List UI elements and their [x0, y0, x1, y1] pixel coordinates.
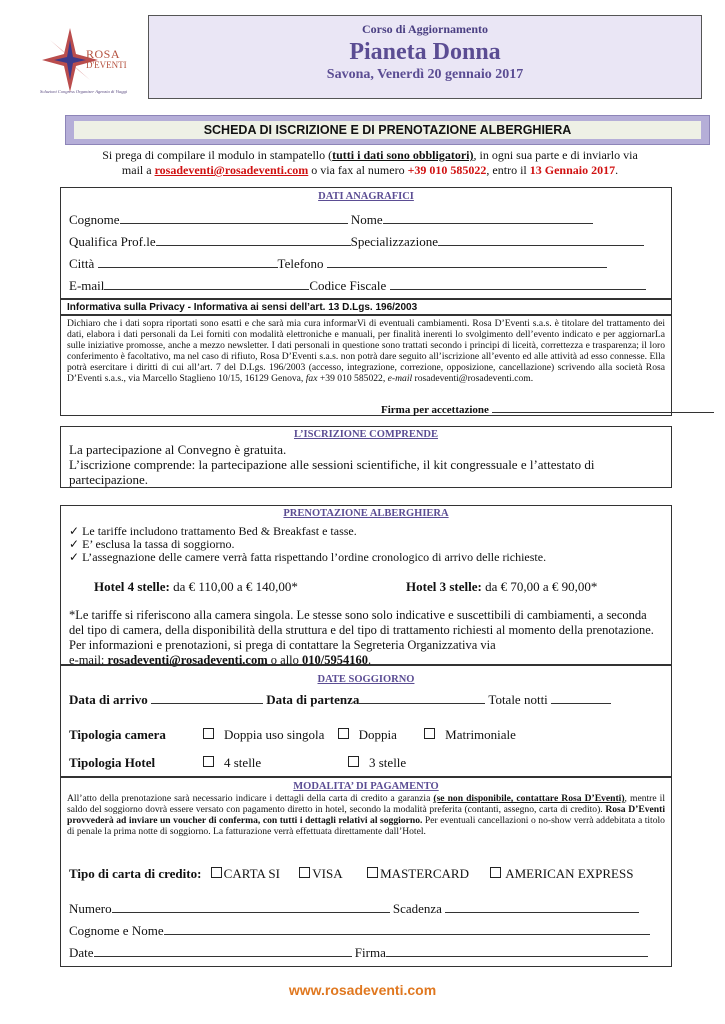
checkmark-icon: ✓: [69, 537, 83, 551]
card-cartasi-checkbox[interactable]: [211, 867, 222, 878]
privacy-text: [67, 318, 665, 384]
card-amex-checkbox[interactable]: [490, 867, 501, 878]
qualification-label: Qualifica Prof.le: [69, 234, 156, 249]
payment-title: MODALITA’ DI PAGAMENTO: [293, 781, 439, 792]
city-row: [69, 256, 663, 272]
room-double-single-checkbox[interactable]: [203, 728, 214, 739]
hotel-note-1-text: Le tariffe includono trattamento Bed & Breakfast e tasse.: [82, 524, 357, 538]
website-link[interactable]: www.rosadeventi.com: [288, 982, 437, 998]
date-field[interactable]: [94, 945, 352, 957]
hotel-4-star-range: da € 110,00 a € 140,00*: [169, 579, 298, 594]
hotel-3-star-checkbox[interactable]: [348, 756, 359, 767]
privacy-email-label: e-mail: [387, 373, 413, 384]
nights-label: Totale notti: [488, 692, 548, 707]
phone-field[interactable]: [327, 256, 607, 268]
card-mastercard-checkbox[interactable]: [367, 867, 378, 878]
city-label: Città: [69, 256, 95, 271]
card-type-label: Tipo di carta di credito:: [69, 866, 202, 881]
hotel-type-label: Tipologia Hotel: [69, 755, 156, 770]
tax-code-label: Codice Fiscale: [309, 278, 387, 293]
hotel-4-star-option-label: 4 stelle: [224, 755, 262, 770]
intro-p1: Si prega di compilare il modulo in stampatello (: [102, 148, 333, 162]
privacy-email: rosadeventi@rosadeventi.com.: [412, 373, 534, 384]
hotel-3-star-range: da € 70,00 a € 90,00*: [481, 579, 598, 594]
hotel-note-3: [69, 550, 546, 565]
hotel-email-prefix: e-mail:: [69, 653, 108, 667]
intro-p5: .: [615, 163, 619, 177]
specialization-label: Specializzazione: [350, 234, 438, 249]
specialization-field[interactable]: [438, 234, 644, 246]
hotel-contact-email[interactable]: rosadeventi@rosadeventi.com: [107, 653, 268, 667]
registration-contents: L’iscrizione comprende: la partecipazione alle sessioni scientifiche, il kit congressuale e l’attestato di partecipazione.: [69, 457, 595, 487]
room-double-single-label: Doppia uso singola: [224, 727, 325, 742]
hotel-type-row: [69, 755, 406, 771]
surname-field[interactable]: [120, 212, 348, 224]
intro-deadline: 13 Gennaio 2017: [529, 163, 616, 177]
logo-tagline: Soluzioni Congress Organizer Agenzia di Viaggi: [40, 89, 128, 94]
card-holder-field[interactable]: [164, 923, 650, 935]
card-date-row: [69, 945, 648, 961]
payment-text-3: Per eventuali cancellazioni o no-show verrà addebitata a titolo di penale la prima notte di soggiorno. La fatturazione verrà effettuata direttamente dall’Hotel.: [67, 815, 665, 837]
first-name-label: Nome: [350, 212, 383, 227]
logo-text-2: D'EVENTI: [86, 60, 127, 70]
email-row: [69, 278, 663, 294]
privacy-header: Informativa sulla Privacy - Informativa ai sensi dell’art. 13 D.Lgs. 196/2003: [60, 299, 672, 315]
room-type-row: [69, 727, 516, 743]
intro-email-link[interactable]: rosadeventi@rosadeventi.com: [154, 163, 309, 177]
checkmark-icon: ✓: [69, 550, 83, 564]
payment-contact-note: (se non disponibile, contattare Rosa D’Eventi): [433, 793, 625, 804]
stay-dates-section: [60, 665, 672, 777]
payment-signature-field[interactable]: [386, 945, 648, 957]
surname-label: Cognome: [69, 212, 120, 227]
arrival-label: Data di arrivo: [69, 692, 148, 707]
intro-required: tutti i dati sono obbligatori): [332, 148, 474, 162]
room-matrimonial-label: Matrimoniale: [445, 727, 516, 742]
qualification-field[interactable]: [156, 234, 351, 246]
room-matrimonial-checkbox[interactable]: [424, 728, 435, 739]
hotel-note-mid: o allo: [267, 653, 303, 667]
intro-text: [60, 148, 680, 178]
privacy-signature-field[interactable]: [492, 401, 714, 413]
intro-p3: o via fax al numero: [308, 163, 408, 177]
card-cartasi-label: CARTA SI: [223, 866, 280, 881]
registration-includes-title: L’ISCRIZIONE COMPRENDE: [293, 429, 438, 440]
course-label: Corso di Aggiornamento: [362, 22, 488, 36]
privacy-body: Dichiaro che i dati sopra riportati sono esatti e che sarà mia cura informarVi di eventuali cambiamenti. Rosa D’Eventi s.a.s. è titolare del trattamento dei dati, elabora i dati personali da Lei forniti con modalità elettroniche e manuali, per finalità inerenti lo svolgimento dell’evento indicato e per aggiornarLa sulle iniziative promosse, anche a mezzo newsletter. I dati personali in questione sono trattati secondo i principi di liceità, correttezza e trasparenza; il loro conferimento è facoltativo, ma nel caso di rifiuto, Rosa D’Eventi s.a.s. non potrà dare seguito all’iscrizione all’evento ed alle attività ad esso connesse. Ella potrà esercitare i diritti di cui all’art. 7 del D.Lgs. 196/2003 (accesso, integrazione, correzione, opposizione, cancellazione) scrivendo alla società Rosa D’Eventi s.a.s., via Marcello Staglieno 10/15, 16129 Genova,: [67, 318, 665, 384]
name-row: [69, 212, 663, 228]
card-number-row: [69, 901, 639, 917]
hotel-booking-section: [60, 505, 672, 665]
room-double-label: Doppia: [358, 727, 397, 742]
hotel-4-star-checkbox[interactable]: [203, 756, 214, 767]
hotel-note-2-text: E’ esclusa la tassa di soggiorno.: [82, 537, 235, 551]
registration-free: La partecipazione al Convegno è gratuita.: [69, 442, 287, 457]
stay-dates-title: DATE SOGGIORNO: [317, 674, 415, 685]
checkmark-icon: ✓: [69, 524, 83, 538]
room-double-checkbox[interactable]: [338, 728, 349, 739]
privacy-signature-row: [381, 401, 714, 416]
departure-label: Data di partenza: [266, 692, 360, 707]
card-number-label: Numero: [69, 901, 112, 916]
privacy-fax-label: fax: [305, 373, 318, 384]
payment-text-2: , mentre il saldo del soggiorno dovrà essere versato con pagamento diretto in hotel, secondo la modalità preferita (contanti, assegno, carta di credito).: [67, 793, 665, 815]
signature-label: Firma per accettazione: [381, 404, 489, 416]
form-title: SCHEDA DI ISCRIZIONE E DI PRENOTAZIONE ALBERGHIERA: [74, 121, 701, 139]
payment-section: [60, 777, 672, 967]
page-title: Pianeta Donna: [349, 39, 501, 65]
card-expiry-field[interactable]: [445, 901, 639, 913]
payment-voucher-note: Rosa D’Eventi provvederà ad inviare un voucher di conferma, con tutti i dettagli relativi al soggiorno.: [67, 804, 665, 826]
payment-text: [67, 793, 665, 837]
card-visa-label: VISA: [312, 866, 342, 881]
hotel-4-star-label: Hotel 4 stelle:: [94, 579, 170, 594]
hotel-rates-note: [69, 608, 663, 668]
hotel-note-3-text: L’assegnazione delle camere verrà fatta rispettando l’ordine cronologico di arrivo delle richieste.: [82, 550, 547, 564]
tax-code-field[interactable]: [390, 278, 646, 290]
privacy-fax: +39 010 585022,: [317, 373, 388, 384]
room-type-label: Tipologia camera: [69, 727, 166, 742]
personal-data-section: [60, 187, 672, 299]
stay-dates-row: [69, 692, 611, 708]
privacy-section: [60, 315, 672, 416]
phone-label: Telefono: [277, 256, 324, 271]
form-banner: [65, 115, 710, 145]
departure-field[interactable]: [359, 692, 485, 704]
hotel-3-star-label: Hotel 3 stelle:: [406, 579, 482, 594]
intro-p2: mail a: [121, 163, 155, 177]
hotel-rates-note-text: *Le tariffe si riferiscono alla camera singola. Le stesse sono solo indicative e suscettibili di cambiamenti, a seconda del tipo di camera, della disponibilità della struttura e del tipo di trattamento richiesti al momento della prenotazione. Per informazioni e prenotazioni, si prega di contattare la Segreteria Organizzativa via: [69, 608, 654, 652]
qualification-row: [69, 234, 663, 250]
hotel-3-star-option-label: 3 stelle: [369, 755, 407, 770]
card-type-row: [69, 866, 633, 882]
logo-text: ROSA: [86, 47, 121, 61]
intro-p1-end: , in ogni sua parte e di inviarlo via: [473, 148, 638, 162]
email-field[interactable]: [104, 278, 309, 290]
card-holder-row: [69, 923, 650, 939]
hotel-contact-phone: 010/5954160: [302, 653, 368, 667]
payment-text-1: All’atto della prenotazione sarà necessario indicare i dettagli della carta di credito a garanzia: [67, 793, 434, 804]
intro-fax: +39 010 585022: [407, 163, 487, 177]
date-label: Date: [69, 945, 94, 960]
event-date: Savona, Venerdì 20 gennaio 2017: [326, 67, 524, 82]
card-holder-label: Cognome e Nome: [69, 923, 164, 938]
first-name-field[interactable]: [383, 212, 593, 224]
card-number-field[interactable]: [112, 901, 390, 913]
registration-includes-text: [69, 442, 665, 487]
arrival-field[interactable]: [151, 692, 263, 704]
nights-field[interactable]: [551, 692, 611, 704]
registration-includes-section: [60, 426, 672, 488]
card-mastercard-label: MASTERCARD: [380, 866, 469, 881]
hotel-note-end: .: [368, 653, 372, 667]
header-box: [148, 15, 702, 99]
payment-signature-label: Firma: [354, 945, 386, 960]
hotel-4-star-price: [94, 579, 298, 595]
intro-p4: , entro il: [486, 163, 530, 177]
card-amex-label: AMERICAN EXPRESS: [505, 866, 634, 881]
email-label: E-mail: [69, 278, 105, 293]
hotel-3-star-price: [406, 579, 597, 595]
card-expiry-label: Scadenza: [392, 901, 442, 916]
card-visa-checkbox[interactable]: [299, 867, 310, 878]
hotel-booking-title: PRENOTAZIONE ALBERGHIERA: [283, 508, 449, 519]
city-field[interactable]: [98, 256, 278, 268]
personal-data-title: DATI ANAGRAFICI: [318, 191, 414, 202]
